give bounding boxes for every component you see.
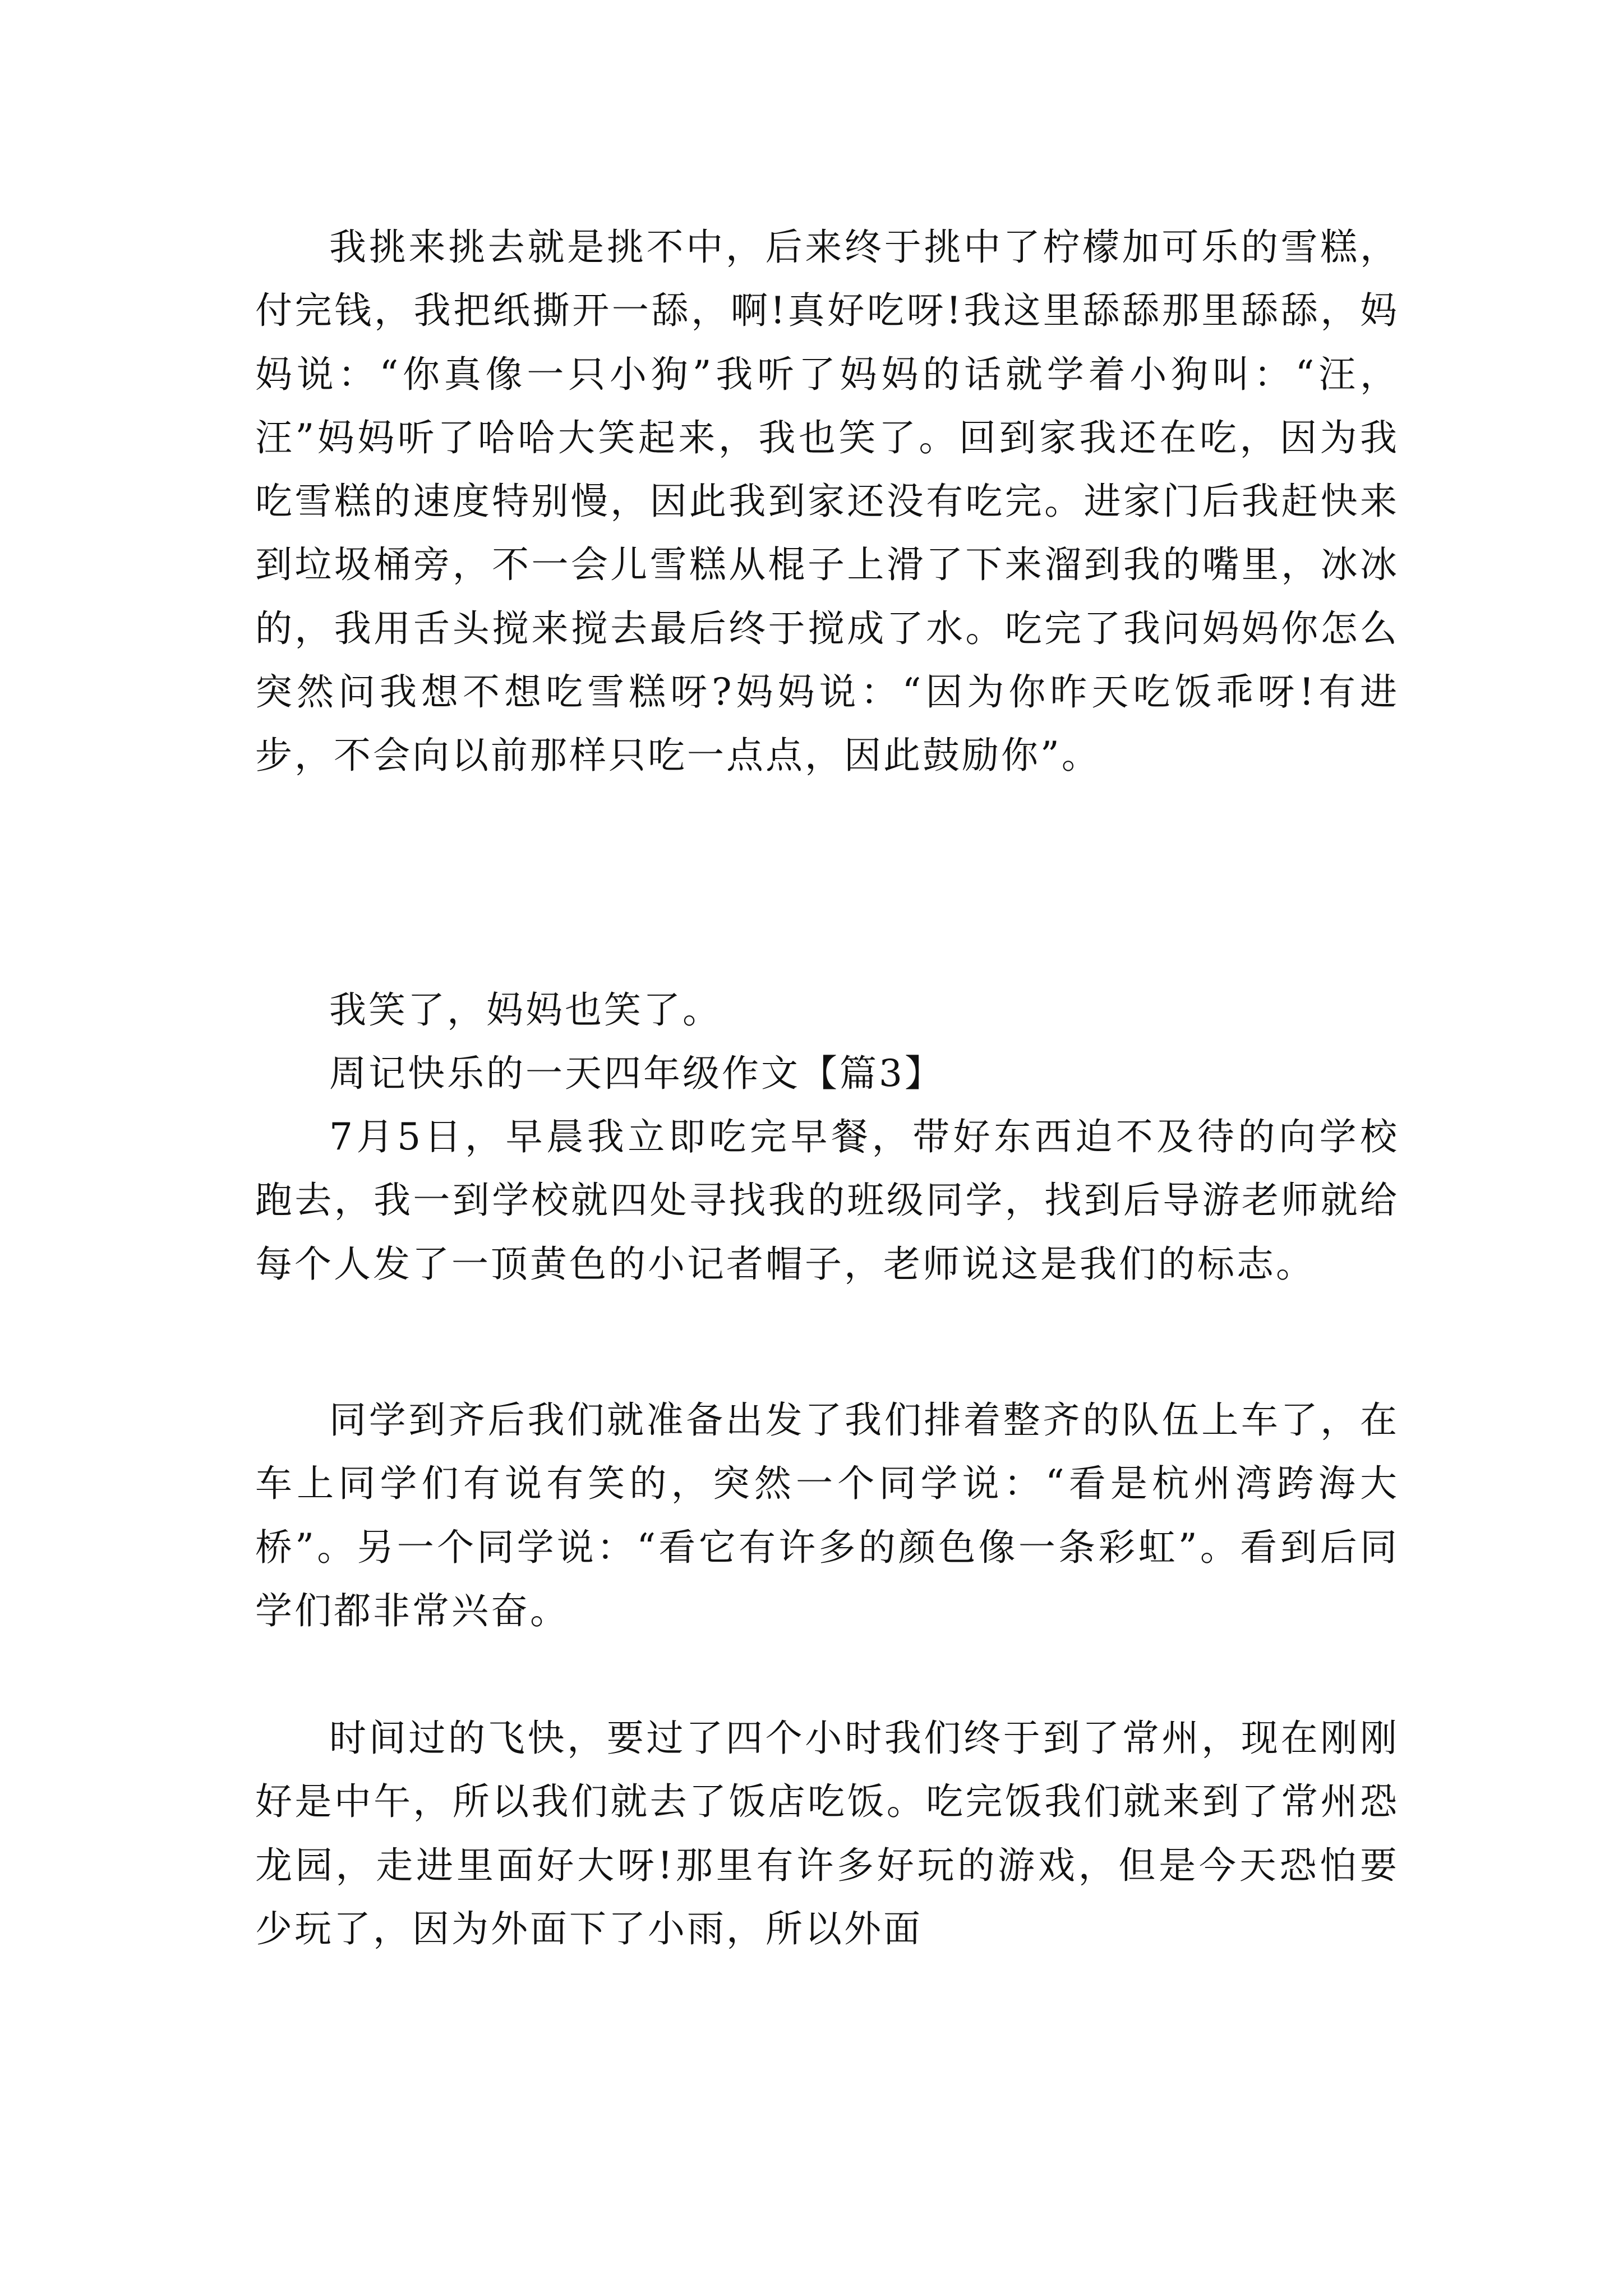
paragraph-smile: 我笑了，妈妈也笑了。 <box>329 988 722 1032</box>
paragraph-july-5: 7月5日，早晨我立即吃完早餐，带好东西迫不及待的向学校跑去，我一到学校就四处寻找我的班级同学，找到后导游老师就给每个人发了一顶黄色的小记者帽子，老师说这是我们的标志。 <box>255 1115 1399 1286</box>
paragraph-bus-ride: 同学到齐后我们就准备出发了我们排着整齐的队伍上车了，在车上同学们有说有笑的，突然一个同学说：“看是杭州湾跨海大桥”。另一个同学说：“看它有许多的颜色像一条彩虹”。看到后同学们都非常兴奋。 <box>255 1398 1399 1632</box>
section-heading: 周记快乐的一天四年级作文【篇3】 <box>329 1052 944 1095</box>
paragraph-ice-cream: 我挑来挑去就是挑不中，后来终于挑中了柠檬加可乐的雪糕，付完钱，我把纸撕开一舔，啊!真好吃呀!我这里舔舔那里舔舔，妈妈说：“你真像一只小狗”我听了妈妈的话就学着小狗叫：“汪，汪”妈妈听了哈哈大笑起来，我也笑了。回到家我还在吃，因为我吃雪糕的速度特别慢，因此我到家还没有吃完。进家门后我赶快来到垃圾桶旁，不一会儿雪糕从棍子上滑了下来溜到我的嘴里，冰冰的，我用舌头搅来搅去最后终于搅成了水。吃完了我问妈妈你怎么突然问我想不想吃雪糕呀?妈妈说：“因为你昨天吃饭乖呀!有进步，不会向以前那样只吃一点点，因此鼓励你”。 <box>255 226 1399 777</box>
paragraph-changzhou: 时间过的飞快，要过了四个小时我们终于到了常州，现在刚刚好是中午，所以我们就去了饭店吃饭。吃完饭我们就来到了常州恐龙园，走进里面好大呀!那里有许多好玩的游戏，但是今天恐怕要少玩了，因为外面下了小雨，所以外面 <box>255 1717 1399 1950</box>
